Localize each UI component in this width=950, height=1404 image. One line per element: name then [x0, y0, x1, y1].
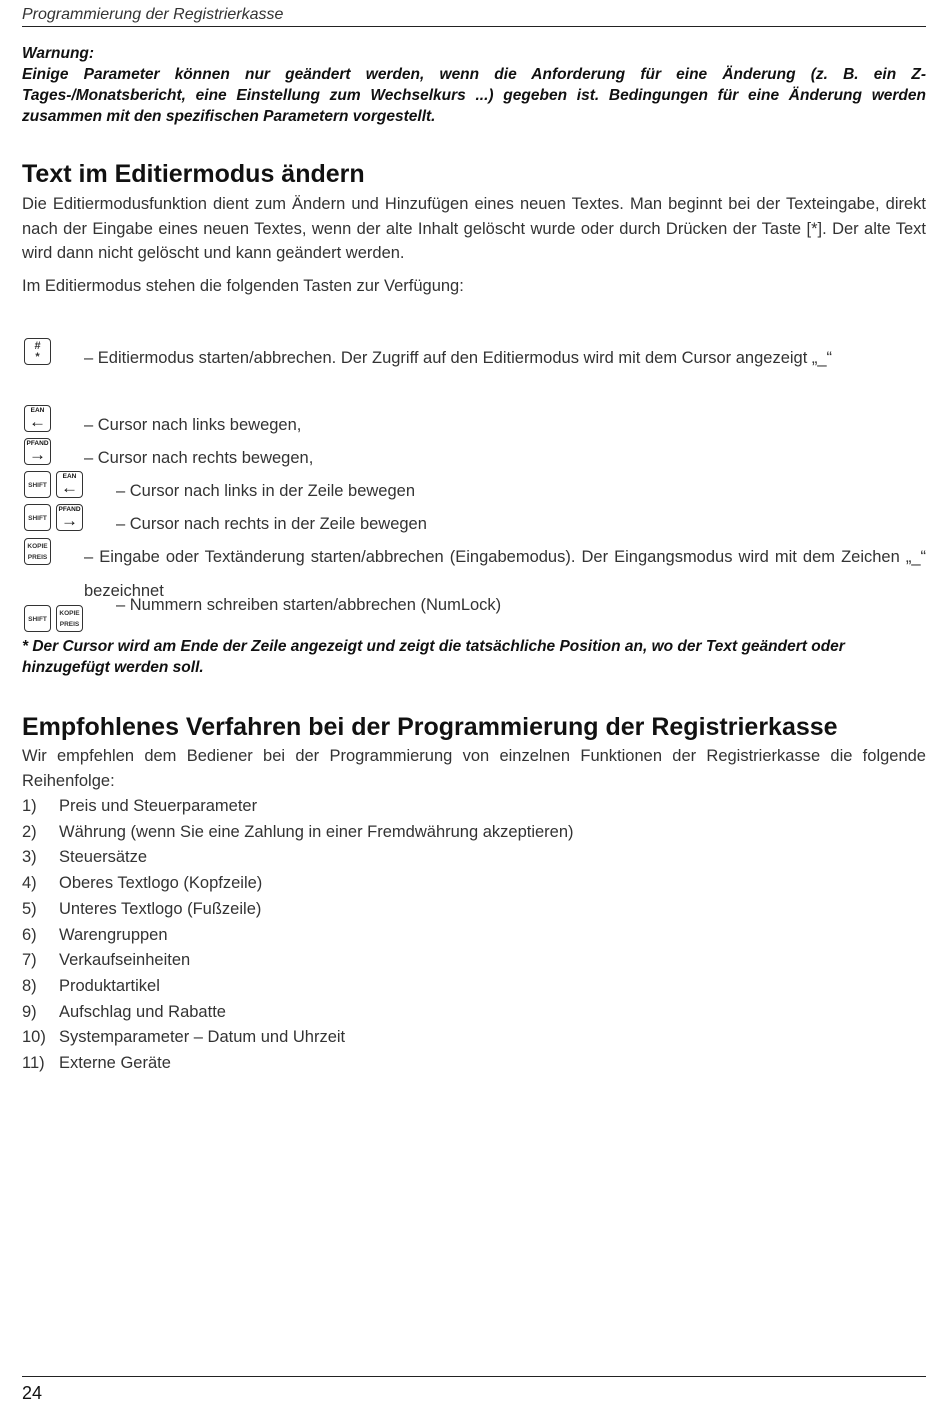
list-item: 1) Preis und Steuerparameter	[22, 797, 258, 815]
warning-label: Warnung:	[22, 45, 95, 62]
keys-intro: Im Editiermodus stehen die folgenden Tasten zur Verfügung:	[22, 277, 464, 295]
footer-rule	[22, 1376, 926, 1377]
list-item: 7) Verkaufseinheiten	[22, 951, 191, 970]
kopie-preis-key-icon: KOPIE PREIS	[56, 605, 83, 632]
cursor-note: * Der Cursor wird am Ende der Zeile angezeigt und zeigt die tatsächliche Position an, wo der Text geändert oder hinzugefügt werden soll.	[22, 638, 845, 676]
shift-key-icon: SHIFT	[24, 471, 51, 498]
warning-box	[22, 43, 926, 127]
running-header: Programmierung der Registrierkasse	[22, 6, 926, 27]
section-heading-recommended-procedure: Empfohlenes Verfahren bei der Programmierung der Registrierkasse	[22, 713, 838, 741]
warning-text: Einige Parameter können nur geändert werden, wenn die Anforderung für eine Änderung (z. B. ein Z-Tages-/Monatsbericht, eine Einstellung zum Wechselkurs ...) gegeben ist. Bedingungen für eine Änderung werden zusammen mit den spezifischen Parametern vorgestellt.	[22, 66, 926, 125]
key-caps	[24, 338, 51, 365]
recommended-intro: Wir empfehlen dem Bediener bei der Programmierung von einzelnen Funktionen der Registrierkasse die folgende Reihenfolge:	[22, 747, 926, 790]
key-description: – Nummern schreiben starten/abbrechen (NumLock)	[116, 596, 502, 614]
list-item: 2) Währung (wenn Sie eine Zahlung in einer Fremdwährung akzeptieren)	[22, 822, 574, 841]
section-heading-edit-mode: Text im Editiermodus ändern	[22, 160, 365, 188]
shift-key-icon: SHIFT	[24, 605, 51, 632]
list-item: 11) Externe Geräte	[22, 1054, 171, 1073]
page-number: 24	[22, 1383, 43, 1403]
key-description: – Cursor nach rechts bewegen,	[84, 449, 314, 467]
key-description: – Cursor nach rechts in der Zeile bewegen	[116, 515, 427, 533]
kopie-preis-key-icon: KOPIE PREIS	[24, 538, 51, 565]
list-item: 4) Oberes Textlogo (Kopfzeile)	[22, 874, 263, 893]
key-description: – Cursor nach links in der Zeile bewegen	[116, 482, 415, 500]
list-item: 3) Steuersätze	[22, 848, 148, 867]
ean-left-arrow-key-icon: EAN ←	[56, 471, 83, 498]
list-item: 5) Unteres Textlogo (Fußzeile)	[22, 899, 262, 918]
recommended-steps-list	[22, 794, 926, 1077]
edit-mode-intro: Die Editiermodusfunktion dient zum Ändern und Hinzufügen eines neuen Textes. Man beginnt bei der Texteingabe, direkt nach der Eingabe eines neuen Textes, wenn der alte Inhalt gelöscht wurde oder durch Drücken der Taste [*]. Der alte Text wird dann nicht gelöscht und kann geändert werden.	[22, 195, 926, 262]
key-description: – Cursor nach links bewegen,	[84, 416, 302, 434]
ean-left-arrow-key-icon: EAN ←	[24, 405, 51, 432]
shift-key-icon: SHIFT	[24, 504, 51, 531]
list-item: 8) Produktartikel	[22, 976, 160, 995]
pfand-right-arrow-key-icon: PFAND →	[24, 438, 51, 465]
pfand-right-arrow-key-icon: PFAND →	[56, 504, 83, 531]
key-description: – Eingabe oder Textänderung starten/abbrechen (Eingabemodus). Der Eingangsmodus wird mit dem Zeichen „_“ bezeichnet	[84, 548, 926, 600]
hash-star-key-icon: # *	[24, 338, 51, 365]
list-item: 9) Aufschlag und Rabatte	[22, 1002, 226, 1021]
key-description: – Editiermodus starten/abbrechen. Der Zugriff auf den Editiermodus wird mit dem Cursor angezeigt „_“	[84, 349, 833, 367]
list-item: 10) Systemparameter – Datum und Uhrzeit	[22, 1028, 346, 1047]
list-item: 6) Warengruppen	[22, 925, 168, 944]
